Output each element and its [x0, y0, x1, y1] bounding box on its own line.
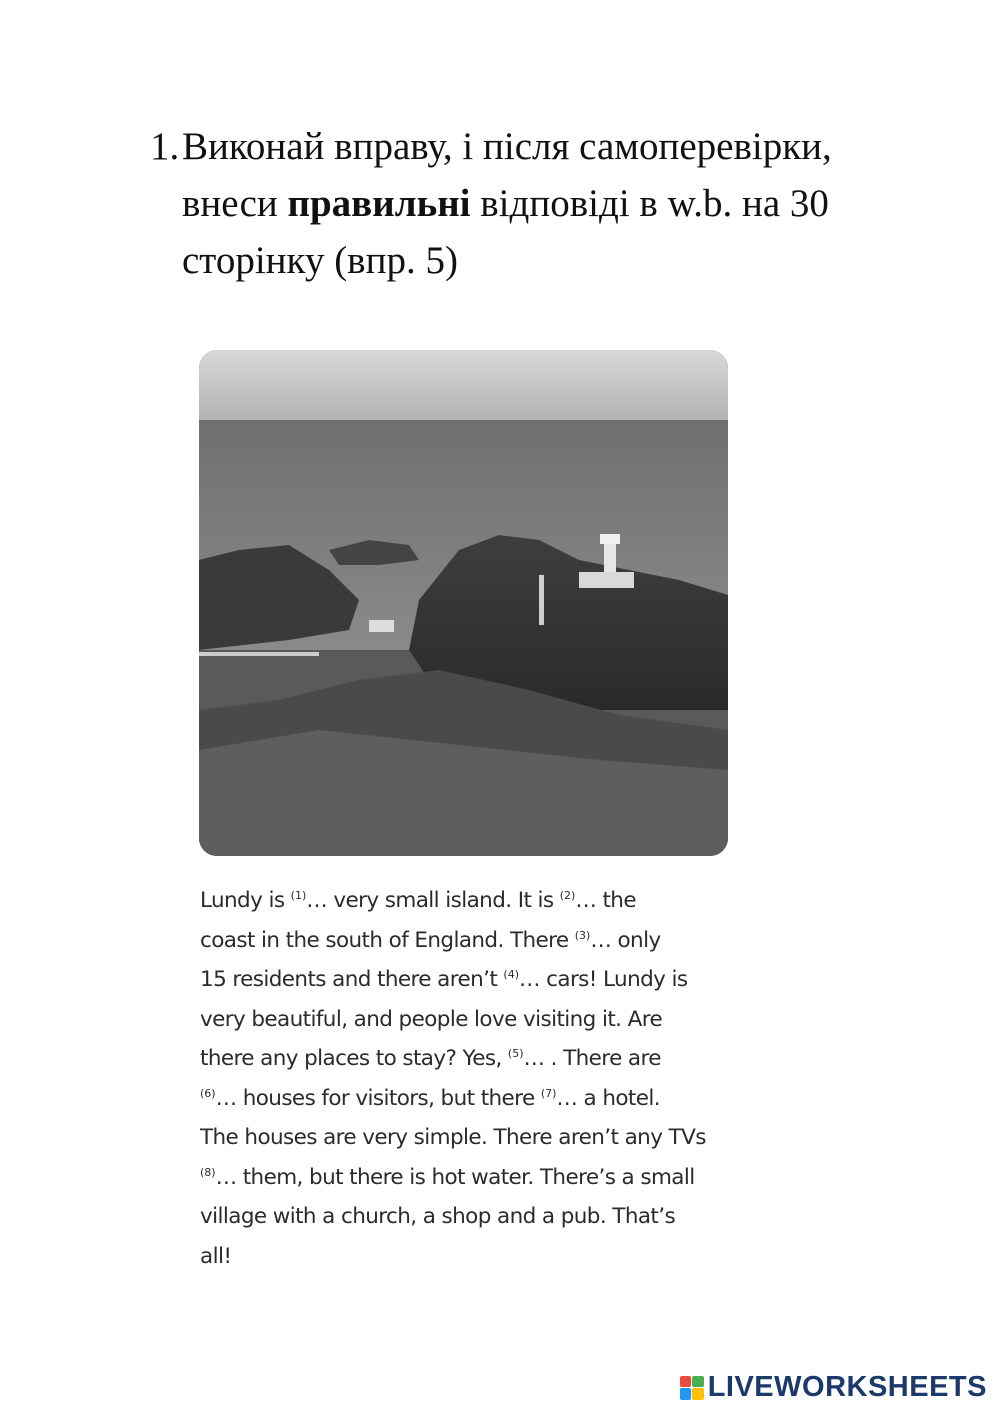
island-lighthouse-photo-icon: [199, 350, 728, 856]
task-line-2: [182, 175, 910, 232]
reading-passage: [200, 881, 760, 1276]
liveworksheets-icon: [680, 1376, 704, 1400]
gap-number-8: (8): [200, 1165, 216, 1179]
passage-text: … very small island. It is: [306, 888, 560, 913]
gap-number-7: (7): [540, 1086, 557, 1100]
passage-line-3: [200, 960, 760, 1000]
task-line-1: Виконай вправу, і після самоперевірки,: [182, 125, 832, 168]
task-line-3: сторінку (впр. 5): [182, 239, 458, 282]
logo-square-green: [692, 1376, 704, 1388]
passage-text: coast in the south of England. There: [200, 927, 575, 953]
passage-line-7: The houses are very simple. There aren’t any TVs: [200, 1125, 706, 1150]
gap-number-3: (3): [574, 928, 591, 942]
liveworksheets-text: LIVEWORKSHEETS: [707, 1371, 987, 1403]
task-number: 1.: [150, 125, 180, 168]
logo-square-yellow: [692, 1388, 704, 1400]
passage-line-6: [200, 1079, 760, 1119]
passage-text: … houses for visitors, but there: [215, 1085, 541, 1111]
passage-text: there any places to stay? Yes,: [200, 1046, 508, 1071]
passage-line-5: [200, 1039, 760, 1079]
passage-line-2: [200, 921, 760, 961]
logo-square-blue: [680, 1388, 692, 1400]
passage-text: 15 residents and there aren’t: [200, 967, 504, 992]
logo-square-red: [680, 1376, 692, 1388]
passage-text: … cars! Lundy is: [519, 967, 688, 992]
gap-number-6: (6): [200, 1086, 216, 1100]
island-photo: [199, 350, 728, 856]
passage-text: … . There are: [523, 1046, 661, 1071]
gap-number-2: (2): [559, 889, 576, 902]
gap-number-5: (5): [507, 1047, 524, 1060]
passage-text: … a hotel.: [556, 1085, 660, 1111]
task-instruction: [150, 118, 910, 289]
passage-text: … them, but there is hot water. There’s a small: [215, 1164, 695, 1190]
passage-text: … only: [590, 927, 661, 953]
passage-text: Lundy is: [200, 888, 291, 913]
passage-text: … the: [575, 888, 636, 913]
passage-line-10: all!: [200, 1243, 232, 1269]
gap-number-4: (4): [503, 968, 520, 981]
passage-line-1: [200, 881, 760, 921]
task-bold-word: правильні: [287, 182, 471, 225]
passage-line-8: [200, 1158, 760, 1198]
liveworksheets-logo[interactable]: [680, 1371, 987, 1404]
gap-number-1: (1): [290, 889, 307, 902]
passage-line-4: very beautiful, and people love visiting it. Are: [200, 1006, 663, 1032]
task-line-2-end: відповіді в w.b. на 30: [470, 182, 829, 225]
task-line-2-start: внеси: [182, 182, 288, 225]
passage-line-9: village with a church, a shop and a pub. That’s: [200, 1204, 676, 1229]
